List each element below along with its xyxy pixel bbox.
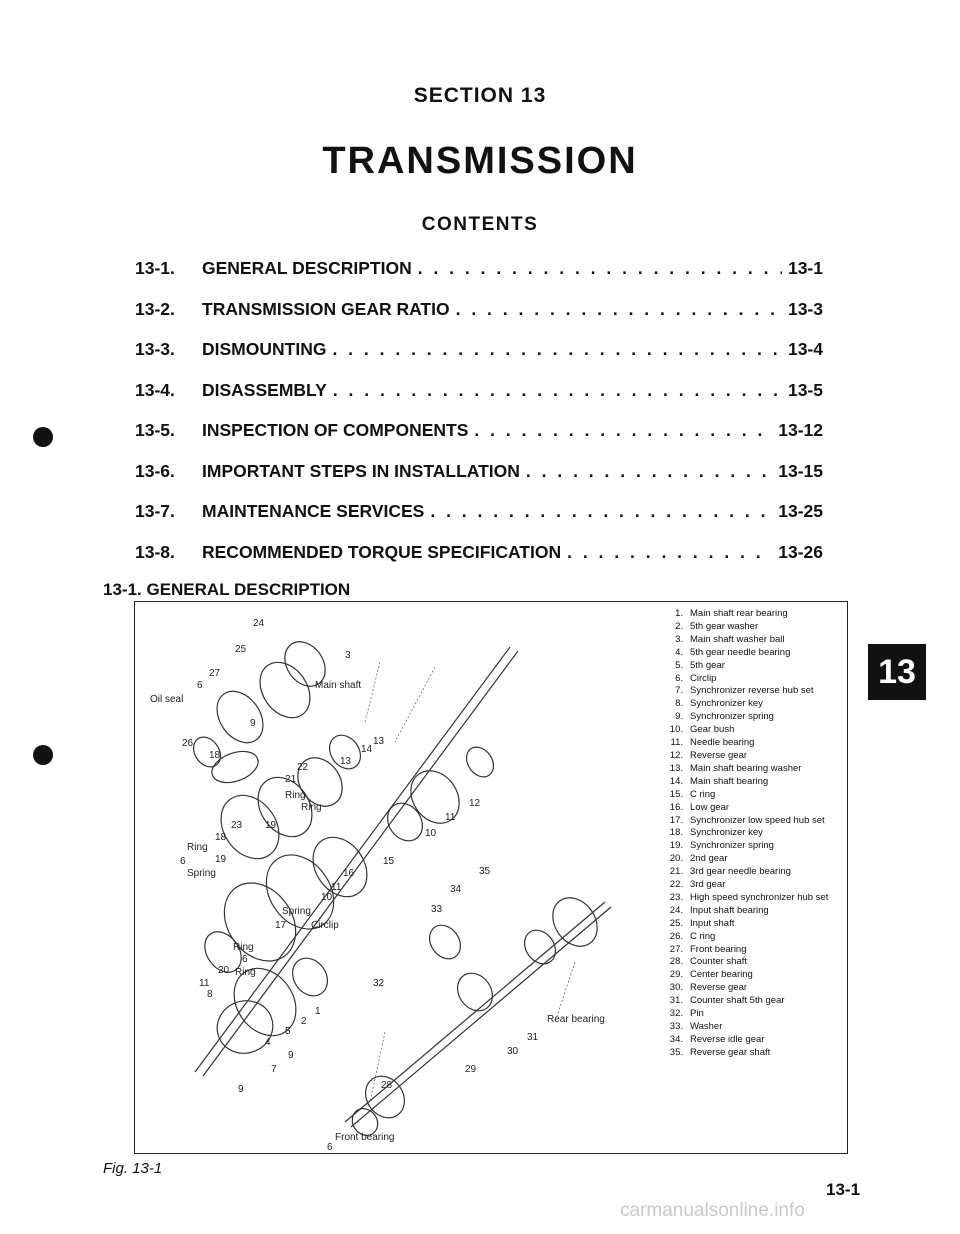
toc-title: MAINTENANCE SERVICES [202,501,425,521]
toc-leader-dots [526,461,772,482]
legend-number: 34. [669,1033,683,1045]
legend-number: 33. [669,1021,683,1032]
callout-label: 6 [180,856,186,867]
callout-label: 34 [450,884,462,895]
callout-label: 18 [215,832,227,843]
legend-item [655,737,845,750]
legend-text: Counter shaft 5th gear [690,995,785,1007]
legend-text: Main shaft rear bearing [690,608,788,619]
legend-item [655,840,845,853]
toc-page: 13-1 [787,258,823,278]
toc-title: TRANSMISSION GEAR RATIO [202,298,450,319]
legend-text: Low gear [690,801,730,813]
legend-number: 18. [669,827,683,839]
legend-text: Synchronizer reverse hub set [690,685,814,697]
legend-item [655,853,845,866]
reverse-idle-gear [423,919,467,965]
toc-page: 13-4 [787,339,823,359]
callout-label: 27 [209,668,221,679]
legend-text: Counter shaft [690,956,748,968]
legend-item [655,827,845,840]
callout-label: 6 [242,954,248,965]
legend-text: Reverse gear [690,749,748,761]
legend-number: 19. [669,840,683,852]
legend-item [655,698,845,711]
toc-leader-dots [332,339,782,360]
legend-item [655,1021,845,1034]
callout-label: 6 [327,1142,333,1152]
legend-number: 26. [669,930,683,942]
page-number: 13-1 [826,1180,861,1199]
toc-number: 13-1. [135,258,175,278]
callout-label: 10 [425,828,437,839]
callout-label: 6 [197,680,203,691]
callout-label: 11 [331,882,342,893]
legend-item [655,879,845,892]
callout-label: 24 [253,618,265,629]
toc-leader-dots [333,380,782,401]
callout-label: 4 [265,1037,271,1048]
legend-number: 15. [669,788,683,800]
toc-leader-dots [456,299,782,320]
toc-title: GENERAL DESCRIPTION [202,258,412,278]
callout-label: 30 [507,1046,519,1057]
callout-label: 22 [297,762,309,773]
callout-label: 15 [383,856,395,867]
synchronizer-ring [210,993,280,1061]
legend-number: 13. [669,762,683,774]
counter-shaft-gear [358,1069,413,1126]
callout-label: Ring [233,942,254,953]
legend-number: 12. [669,749,683,761]
callout-label: 9 [250,718,256,729]
callout-label: 5 [285,1026,291,1037]
legend-text: Main shaft bearing washer [690,762,802,774]
toc-page: 13-5 [787,379,823,400]
main-shaft-axis [203,651,518,1076]
legend-text: Reverse gear shaft [690,1046,771,1058]
callout-label: 29 [465,1064,477,1075]
legend-text: Gear bush [690,724,735,736]
callout-label: Ring [285,790,306,801]
legend-number: 30. [669,982,683,994]
legend-item [655,673,845,686]
legend-text: Reverse gear [690,982,748,994]
toc-leader-dots [430,501,772,522]
legend-number: 24. [669,904,683,916]
legend-number: 17. [669,814,683,826]
legend-item [655,815,845,828]
callout-label: Main shaft [315,680,362,691]
legend-text: Main shaft bearing [690,775,769,787]
legend-number: 14. [669,775,683,787]
callout-label: 33 [431,904,443,915]
legend-number: 10. [669,724,683,736]
main-shaft-axis [195,647,510,1072]
legend-text: Front bearing [690,943,747,955]
legend-item [655,918,845,931]
legend-text: High speed synchronizer hub set [690,891,829,903]
rear-bearing [518,924,562,970]
legend-text: Reverse idle gear [690,1033,765,1045]
callout-label: Spring [187,868,216,879]
callout-label: 2 [301,1016,307,1027]
callout-label: Oil seal [150,694,184,705]
legend-item [655,956,845,969]
binder-hole-icon [33,745,53,765]
legend-item [655,1047,845,1060]
callout-label: 16 [343,868,355,879]
bearing-washer [461,742,499,782]
toc-entry[interactable] [135,299,823,340]
legend-number: 28. [669,956,683,968]
figure-caption: Fig. 13-1 [103,1160,163,1177]
toc-page: 13-3 [787,298,823,319]
contents-heading: CONTENTS [421,214,539,235]
callout-label: Circlip [311,920,339,931]
legend-text: Center bearing [690,969,753,981]
legend-item [655,866,845,879]
toc-entry[interactable] [135,501,823,542]
callout-label: 12 [469,798,481,809]
legend-item [655,685,845,698]
page-title: TRANSMISSION [322,140,638,182]
legend-item [655,724,845,737]
legend-number: 1. [675,608,683,619]
legend-text: Input shaft bearing [690,904,769,916]
section-heading: 13-1. GENERAL DESCRIPTION [103,580,351,599]
legend-item [655,660,845,673]
toc-number: 13-8. [135,541,175,562]
callout-label: Ring [235,967,256,978]
toc-number: 13-5. [135,420,175,440]
callout-label: 8 [207,989,213,1000]
gear-bush [380,796,429,847]
callout-label: 9 [238,1084,244,1095]
legend-number: 35. [669,1046,683,1058]
legend-text: Washer [690,1021,723,1032]
legend-text: C ring [690,788,716,800]
callout-label: 19 [265,820,277,831]
toc-page: 13-12 [778,420,823,440]
leader-line [365,662,380,722]
legend-item [655,1034,845,1047]
toc-entry[interactable] [135,258,823,299]
toc-page: 13-15 [778,460,823,481]
callout-label: 13 [340,756,352,767]
figure-frame [134,601,848,1154]
callout-label: Ring [187,842,208,853]
legend-text: Input shaft [690,917,735,929]
parts-legend [655,608,845,1060]
legend-text: 5th gear washer [690,620,759,632]
callout-label: Front bearing [335,1132,395,1143]
legend-number: 25. [669,917,683,929]
legend-item [655,995,845,1008]
callout-label: Rear bearing [547,1014,605,1025]
legend-text: 5th gear needle bearing [690,646,791,658]
toc-title: RECOMMENDED TORQUE SPECIFICATION [202,541,562,562]
toc-title: IMPORTANT STEPS IN INSTALLATION [202,460,520,481]
callout-label: 35 [479,866,491,877]
legend-text: 3rd gear needle bearing [690,866,791,878]
counter-shaft-5th-gear [544,889,607,955]
legend-item [655,711,845,724]
toc-page: 13-25 [778,501,823,521]
legend-item [655,608,845,621]
legend-text: Pin [690,1008,704,1020]
legend-text: 3rd gear [690,879,726,891]
toc-page: 13-26 [778,541,823,562]
legend-item [655,931,845,944]
callout-label: 25 [235,644,247,655]
legend-item [655,789,845,802]
legend-number: 27. [669,943,683,955]
toc-number: 13-7. [135,501,175,521]
legend-text: Main shaft washer ball [690,633,785,645]
legend-number: 11. [670,737,683,749]
callout-label: 21 [285,774,297,785]
legend-number: 20. [669,853,683,865]
section-label: SECTION 13 [413,84,547,107]
legend-text: Circlip [690,672,717,684]
toc-entry[interactable] [135,339,823,380]
legend-item [655,969,845,982]
callout-label: 20 [218,965,230,976]
legend-number: 7. [675,685,683,697]
legend-number: 29. [669,969,683,981]
callout-label: 23 [231,820,243,831]
callout-label: Spring [282,906,311,917]
legend-number: 9. [675,711,683,723]
legend-item [655,905,845,918]
oil-seal [188,732,226,772]
section-tab: 13 [868,644,926,700]
legend-number: 32. [669,1008,683,1020]
exploded-transmission-diagram [135,602,635,1152]
callout-label: 11 [445,812,456,823]
legend-text: C ring [690,930,716,942]
front-bearing-27 [208,683,273,752]
toc-leader-dots [567,542,772,563]
toc-title: DISASSEMBLY [202,379,327,400]
second-gear [210,869,311,975]
legend-item [655,944,845,957]
callout-label: 28 [381,1080,393,1091]
input-shaft [250,653,320,727]
low-speed-hub [302,827,378,907]
legend-text: Synchronizer low speed hub set [690,814,825,826]
toc-leader-dots [474,420,772,441]
callout-label: 14 [361,744,373,755]
legend-item [655,634,845,647]
legend-number: 31. [669,995,683,1007]
binder-hole-icon [33,427,53,447]
callout-label: 1 [315,1006,321,1017]
legend-item [655,647,845,660]
toc-entry[interactable] [135,420,823,461]
legend-item [655,802,845,815]
legend-text: 5th gear [690,659,725,671]
toc-entry[interactable] [135,461,823,502]
legend-number: 2. [675,620,683,632]
callout-label: 32 [373,978,385,989]
callout-label: 19 [215,854,227,865]
toc-title: INSPECTION OF COMPONENTS [202,420,469,440]
center-bearing [450,966,499,1017]
legend-number: 21. [669,866,683,878]
toc-number: 13-2. [135,298,175,319]
legend-item [655,892,845,905]
legend-number: 5. [675,659,683,671]
table-of-contents [135,258,823,582]
legend-text: Synchronizer key [690,698,763,710]
legend-number: 16. [669,801,683,813]
legend-text: Synchronizer key [690,827,763,839]
toc-entry[interactable] [135,542,823,583]
callout-label: 11 [199,978,210,989]
legend-text: Synchronizer spring [690,711,774,723]
watermark: carmanualsonline.info [620,1200,805,1221]
callout-label: 17 [275,920,287,931]
legend-text: 2nd gear [690,853,728,865]
legend-number: 6. [675,672,683,684]
callout-label: 18 [209,750,221,761]
toc-leader-dots [418,258,782,279]
legend-number: 23. [669,891,683,903]
callout-label: 3 [345,650,351,661]
legend-text: Synchronizer spring [690,840,774,852]
callout-label: 31 [527,1032,539,1043]
callout-label: 13 [373,736,385,747]
toc-entry[interactable] [135,380,823,421]
legend-item [655,776,845,789]
leader-line [395,667,435,742]
callout-label: 10 [321,892,333,903]
callout-label: 26 [182,738,194,749]
toc-title: DISMOUNTING [202,339,327,359]
legend-number: 22. [669,879,683,891]
toc-number: 13-4. [135,379,175,400]
legend-text: Needle bearing [690,737,755,749]
reverse-gear [401,761,469,832]
legend-item [655,763,845,776]
callout-label: 9 [288,1050,294,1061]
toc-number: 13-6. [135,460,175,481]
leader-line [555,962,575,1022]
legend-item [655,1008,845,1021]
callout-label: 7 [271,1064,277,1075]
legend-item [655,982,845,995]
toc-number: 13-3. [135,339,175,359]
callout-label: Ring [301,802,322,813]
legend-number: 8. [675,698,683,710]
legend-number: 3. [675,633,683,645]
leader-line [370,1032,385,1102]
legend-item [655,621,845,634]
legend-item [655,750,845,763]
legend-number: 4. [675,646,683,658]
